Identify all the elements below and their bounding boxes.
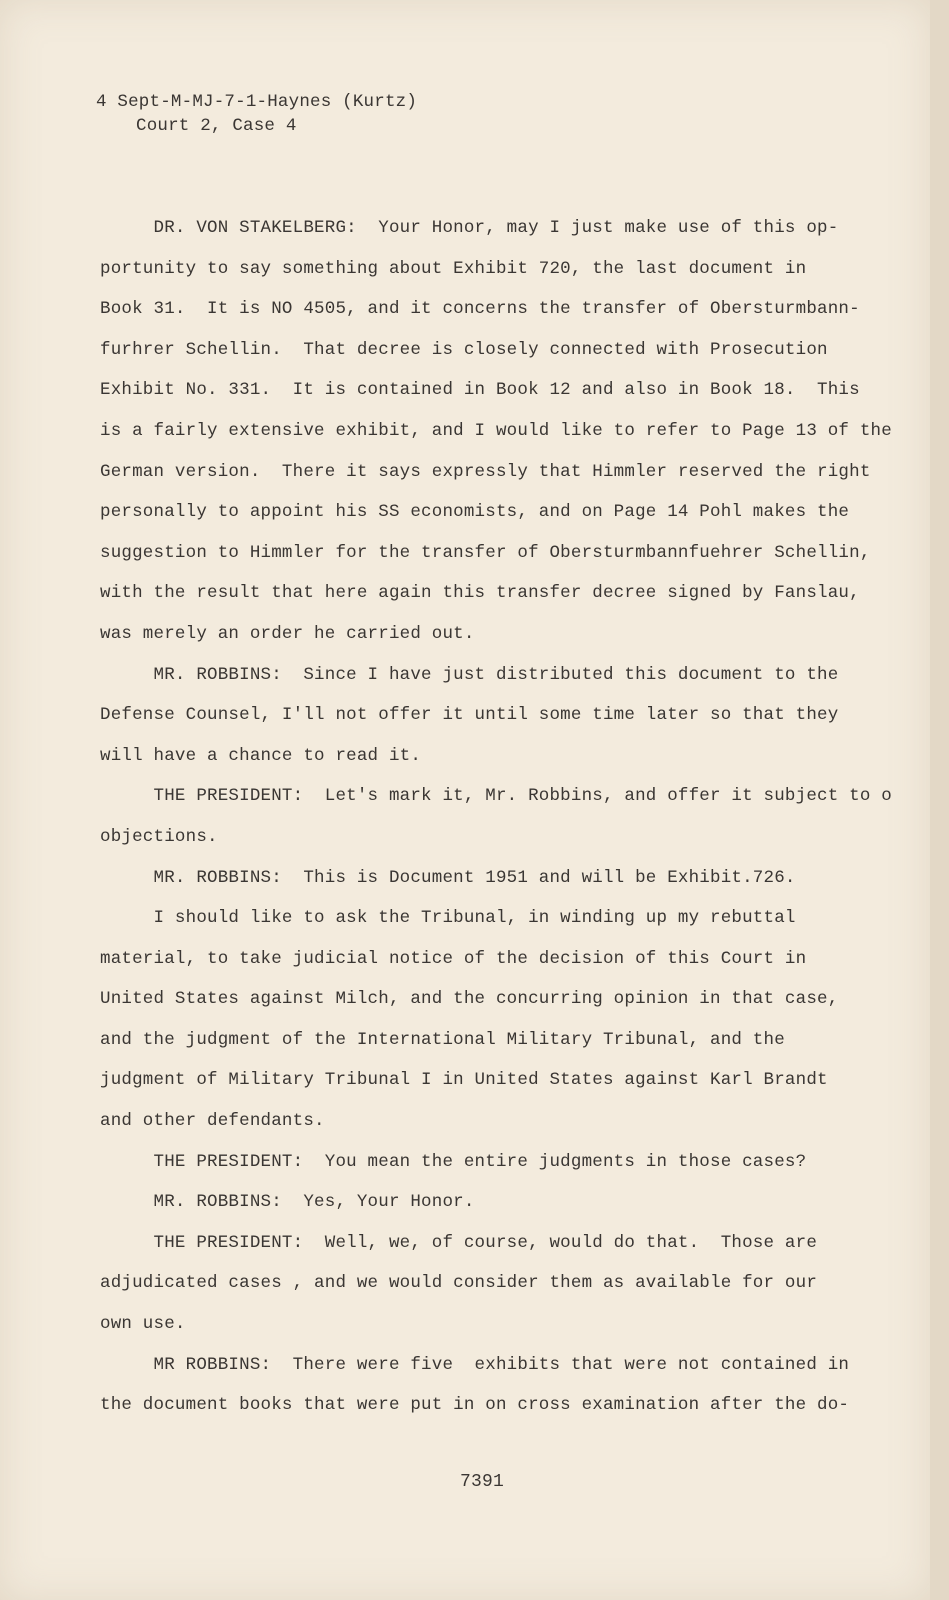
transcript-line: adjudicated cases , and we would consider them as available for our	[100, 1273, 818, 1294]
transcript-line: United States against Milch, and the concurring opinion in that case,	[100, 989, 839, 1010]
transcript-line: was merely an order he carried out.	[100, 623, 475, 644]
transcript-line: own use.	[100, 1314, 186, 1335]
transcript-line: THE PRESIDENT: You mean the entire judgments in those cases?	[100, 1151, 807, 1172]
transcript-line: I should like to ask the Tribunal, in winding up my rebuttal	[100, 908, 796, 929]
transcript-line: is a fairly extensive exhibit, and I would like to refer to Page 13 of the	[100, 420, 892, 441]
document-header	[96, 90, 417, 138]
transcript-line: with the result that here again this transfer decree signed by Fanslau,	[100, 583, 860, 604]
header-line-2: Court 2, Case 4	[136, 116, 297, 136]
transcript-line: and the judgment of the International Military Tribunal, and the	[100, 1029, 785, 1050]
transcript-line: the document books that were put in on cross examination after the do-	[100, 1395, 850, 1416]
transcript-line: material, to take judicial notice of the decision of this Court in	[100, 948, 807, 969]
transcript-line: will have a chance to read it.	[100, 745, 422, 766]
header-line-1: 4 Sept-M-MJ-7-1-Haynes (Kurtz)	[96, 92, 418, 112]
transcript-line: personally to appoint his SS economists, and on Page 14 Pohl makes the	[100, 502, 850, 523]
transcript-line: furhrer Schellin. That decree is closely connected with Prosecution	[100, 339, 828, 360]
transcript-line: Defense Counsel, I'll not offer it until some time later so that they	[100, 705, 839, 726]
transcript-body	[100, 208, 892, 1426]
transcript-line: MR. ROBBINS: This is Document 1951 and will be Exhibit.726.	[100, 867, 796, 888]
transcript-line: MR. ROBBINS: Since I have just distributed this document to the	[100, 664, 839, 685]
transcript-line: portunity to say something about Exhibit 720, the last document in	[100, 258, 807, 279]
transcript-line: MR ROBBINS: There were five exhibits that were not contained in	[100, 1354, 850, 1375]
transcript-line: MR. ROBBINS: Yes, Your Honor.	[100, 1192, 475, 1213]
transcript-line: Book 31. It is NO 4505, and it concerns the transfer of Obersturmbann-	[100, 299, 860, 320]
transcript-line: THE PRESIDENT: Well, we, of course, would do that. Those are	[100, 1232, 818, 1253]
transcript-line: objections.	[100, 826, 218, 847]
transcript-line: Exhibit No. 331. It is contained in Book 12 and also in Book 18. This	[100, 380, 860, 401]
transcript-line: suggestion to Himmler for the transfer of Obersturmbannfuehrer Schellin,	[100, 542, 871, 563]
transcript-line: THE PRESIDENT: Let's mark it, Mr. Robbins, and offer it subject to o	[100, 786, 892, 807]
transcript-line: German version. There it says expressly that Himmler reserved the right	[100, 461, 871, 482]
page-number: 7391	[460, 1472, 505, 1492]
transcript-line: DR. VON STAKELBERG: Your Honor, may I just make use of this op-	[100, 218, 839, 238]
transcript-line: judgment of Military Tribunal I in United States against Karl Brandt	[100, 1070, 828, 1091]
transcript-line: and other defendants.	[100, 1111, 325, 1132]
page-edge	[930, 0, 949, 1600]
